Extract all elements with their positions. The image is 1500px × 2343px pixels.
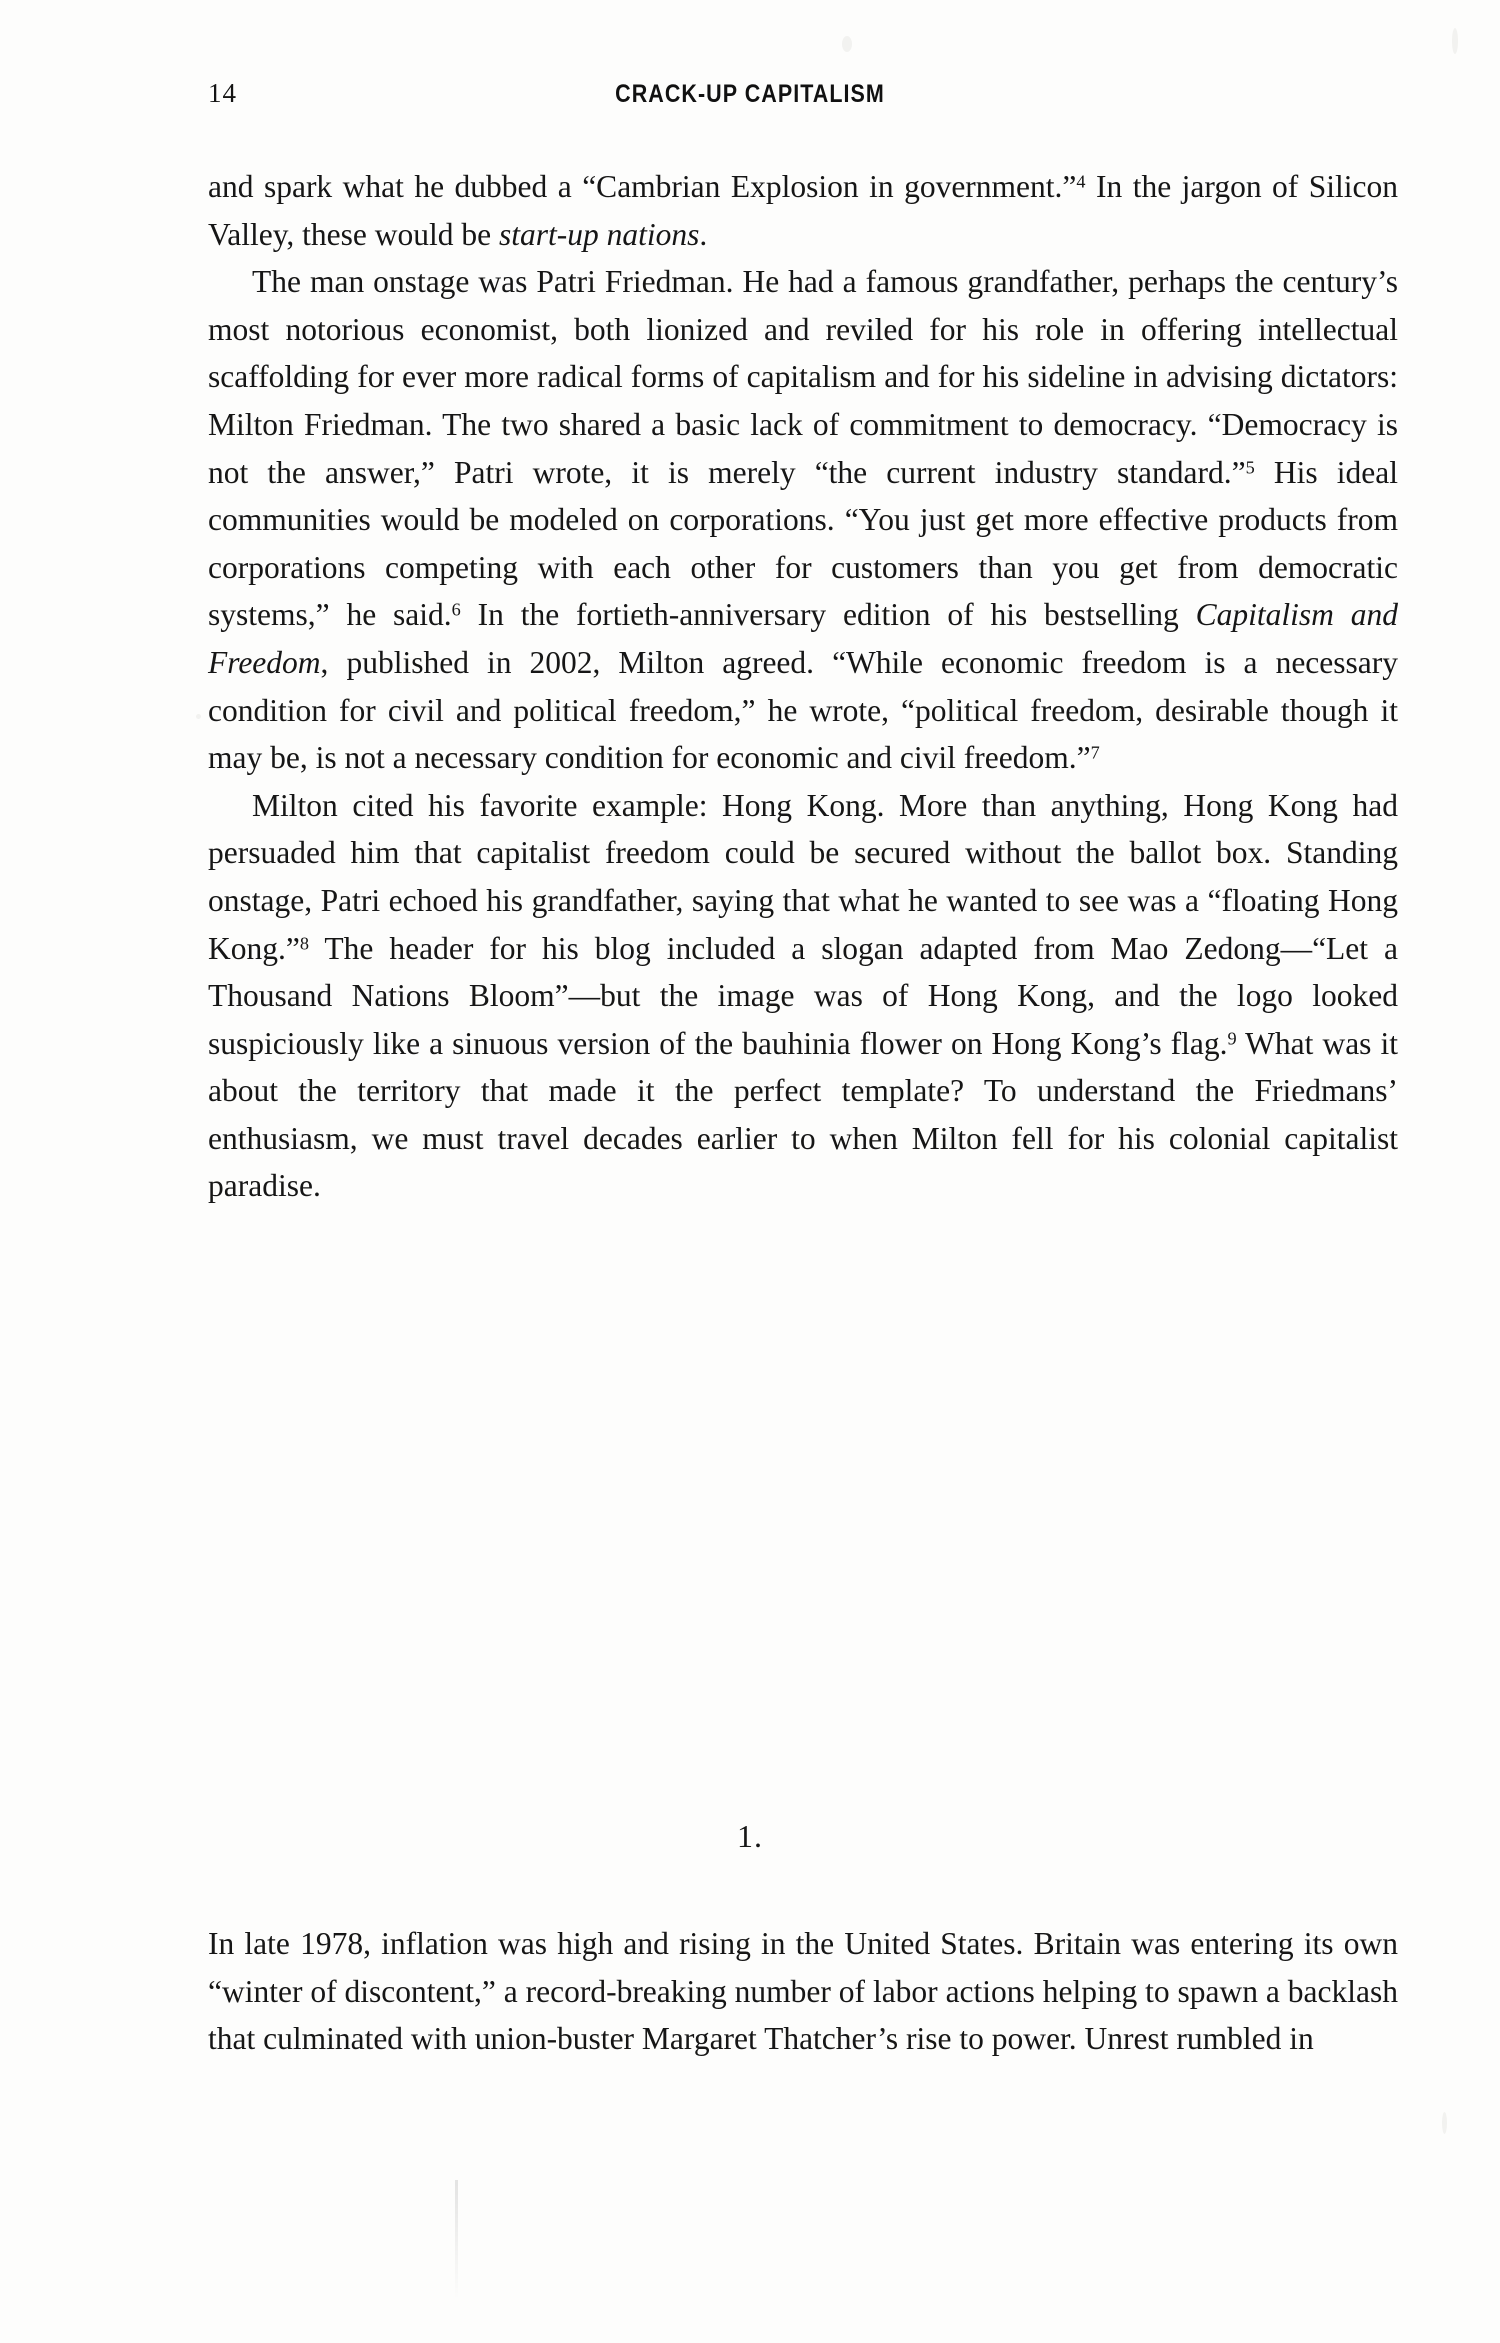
- paragraph-4: In late 1978, inflation was high and rising in the United States. Britain was entering its own “winter of discontent,” a record-breaking number of labor actions helping to spawn a backlash that culminated with union-buster Margaret Thatcher’s rise to power. Unrest rumbled in: [208, 1926, 1398, 2057]
- footnote-marker-7: 7: [1090, 742, 1100, 763]
- paragraph-3-text-b: The header for his blog included a slogan adapted from Mao Zedong—“Let a Thousand Nations Bloom”—but the image was of Hong Kong, and the logo looked suspiciously like a sinuous version of the bauhinia flower on Hong Kong’s flag.: [208, 930, 1398, 1061]
- paragraph-1-text-b: In the jargon of Silicon Valley, these would be: [208, 169, 1399, 252]
- main-text-block: [208, 163, 1398, 1210]
- footnote-marker-8: 8: [299, 933, 309, 953]
- paragraph-2-text-a: The man onstage was Patri Friedman. He had a famous grandfather, perhaps the century’s most notorious economist, both lionized and reviled for his role in offering intellectual scaffolding for ever more radical forms of capitalism and for his sideline in advising dictators: Milton Friedman. The two shared a basic lack of commitment to democracy. “Democracy is not the answer,” Patri wrote, it is merely “the current industry standard.”: [208, 264, 1398, 490]
- paragraph-3-text-a: Milton cited his favorite example: Hong Kong. More than anything, Hong Kong had persuaded him that capitalist freedom could be secured without the ballot box. Standing onstage, Patri echoed his grandfather, saying that what he wanted to see was a “floating Hong Kong.”: [208, 787, 1398, 966]
- section-number: 1.: [737, 1818, 763, 1854]
- footnote-marker-9: 9: [1227, 1028, 1237, 1049]
- paragraph-1-text-a: and spark what he dubbed a “Cambrian Explosion in government.”: [208, 169, 1077, 204]
- book-title-capitalism-and-freedom: Capitalism and Freedom: [208, 597, 1398, 680]
- paragraph-1-italic-term: start-up nations: [499, 216, 700, 252]
- paragraph-2-text-c: In the fortieth-anniversary edition of his bestselling: [460, 597, 1196, 633]
- footnote-marker-5: 5: [1245, 457, 1255, 478]
- lower-text-block: [208, 1920, 1398, 2063]
- paragraph-2: [208, 258, 1398, 782]
- footnote-marker-4: 4: [1076, 171, 1086, 192]
- scan-artifact: [196, 714, 201, 719]
- paragraph-1: [208, 163, 1398, 258]
- page-number: 14: [208, 78, 237, 108]
- scan-artifact: [455, 2180, 458, 2300]
- running-head-title: CRACK-UP CAPITALISM: [615, 80, 885, 108]
- footnote-marker-6: 6: [451, 599, 461, 620]
- scan-artifact: [1442, 2112, 1447, 2134]
- paragraph-1-text-c: .: [699, 216, 708, 252]
- scan-artifact: [842, 36, 852, 52]
- scan-artifact: [1452, 28, 1458, 54]
- paragraph-2-text-d: , published in 2002, Milton agreed. “While economic freedom is a necessary condition for civil and political freedom,” he wrote, “political freedom, desirable though it may be, is not a necessary condition for economic and civil freedom.”: [208, 644, 1398, 776]
- paragraph-3-text-c: What was it about the territory that made it the perfect template? To understand the Friedmans’ enthusiasm, we must travel decades earlier to when Milton fell for his colonial capitalist paradise.: [208, 1025, 1399, 1204]
- page-header: [0, 78, 1500, 118]
- paragraph-2-text-b: His ideal communities would be modeled on corporations. “You just get more effective products from corporations competing with each other for customers than you get from democratic systems,” he said.: [208, 454, 1399, 633]
- paragraph-3: [208, 782, 1398, 1210]
